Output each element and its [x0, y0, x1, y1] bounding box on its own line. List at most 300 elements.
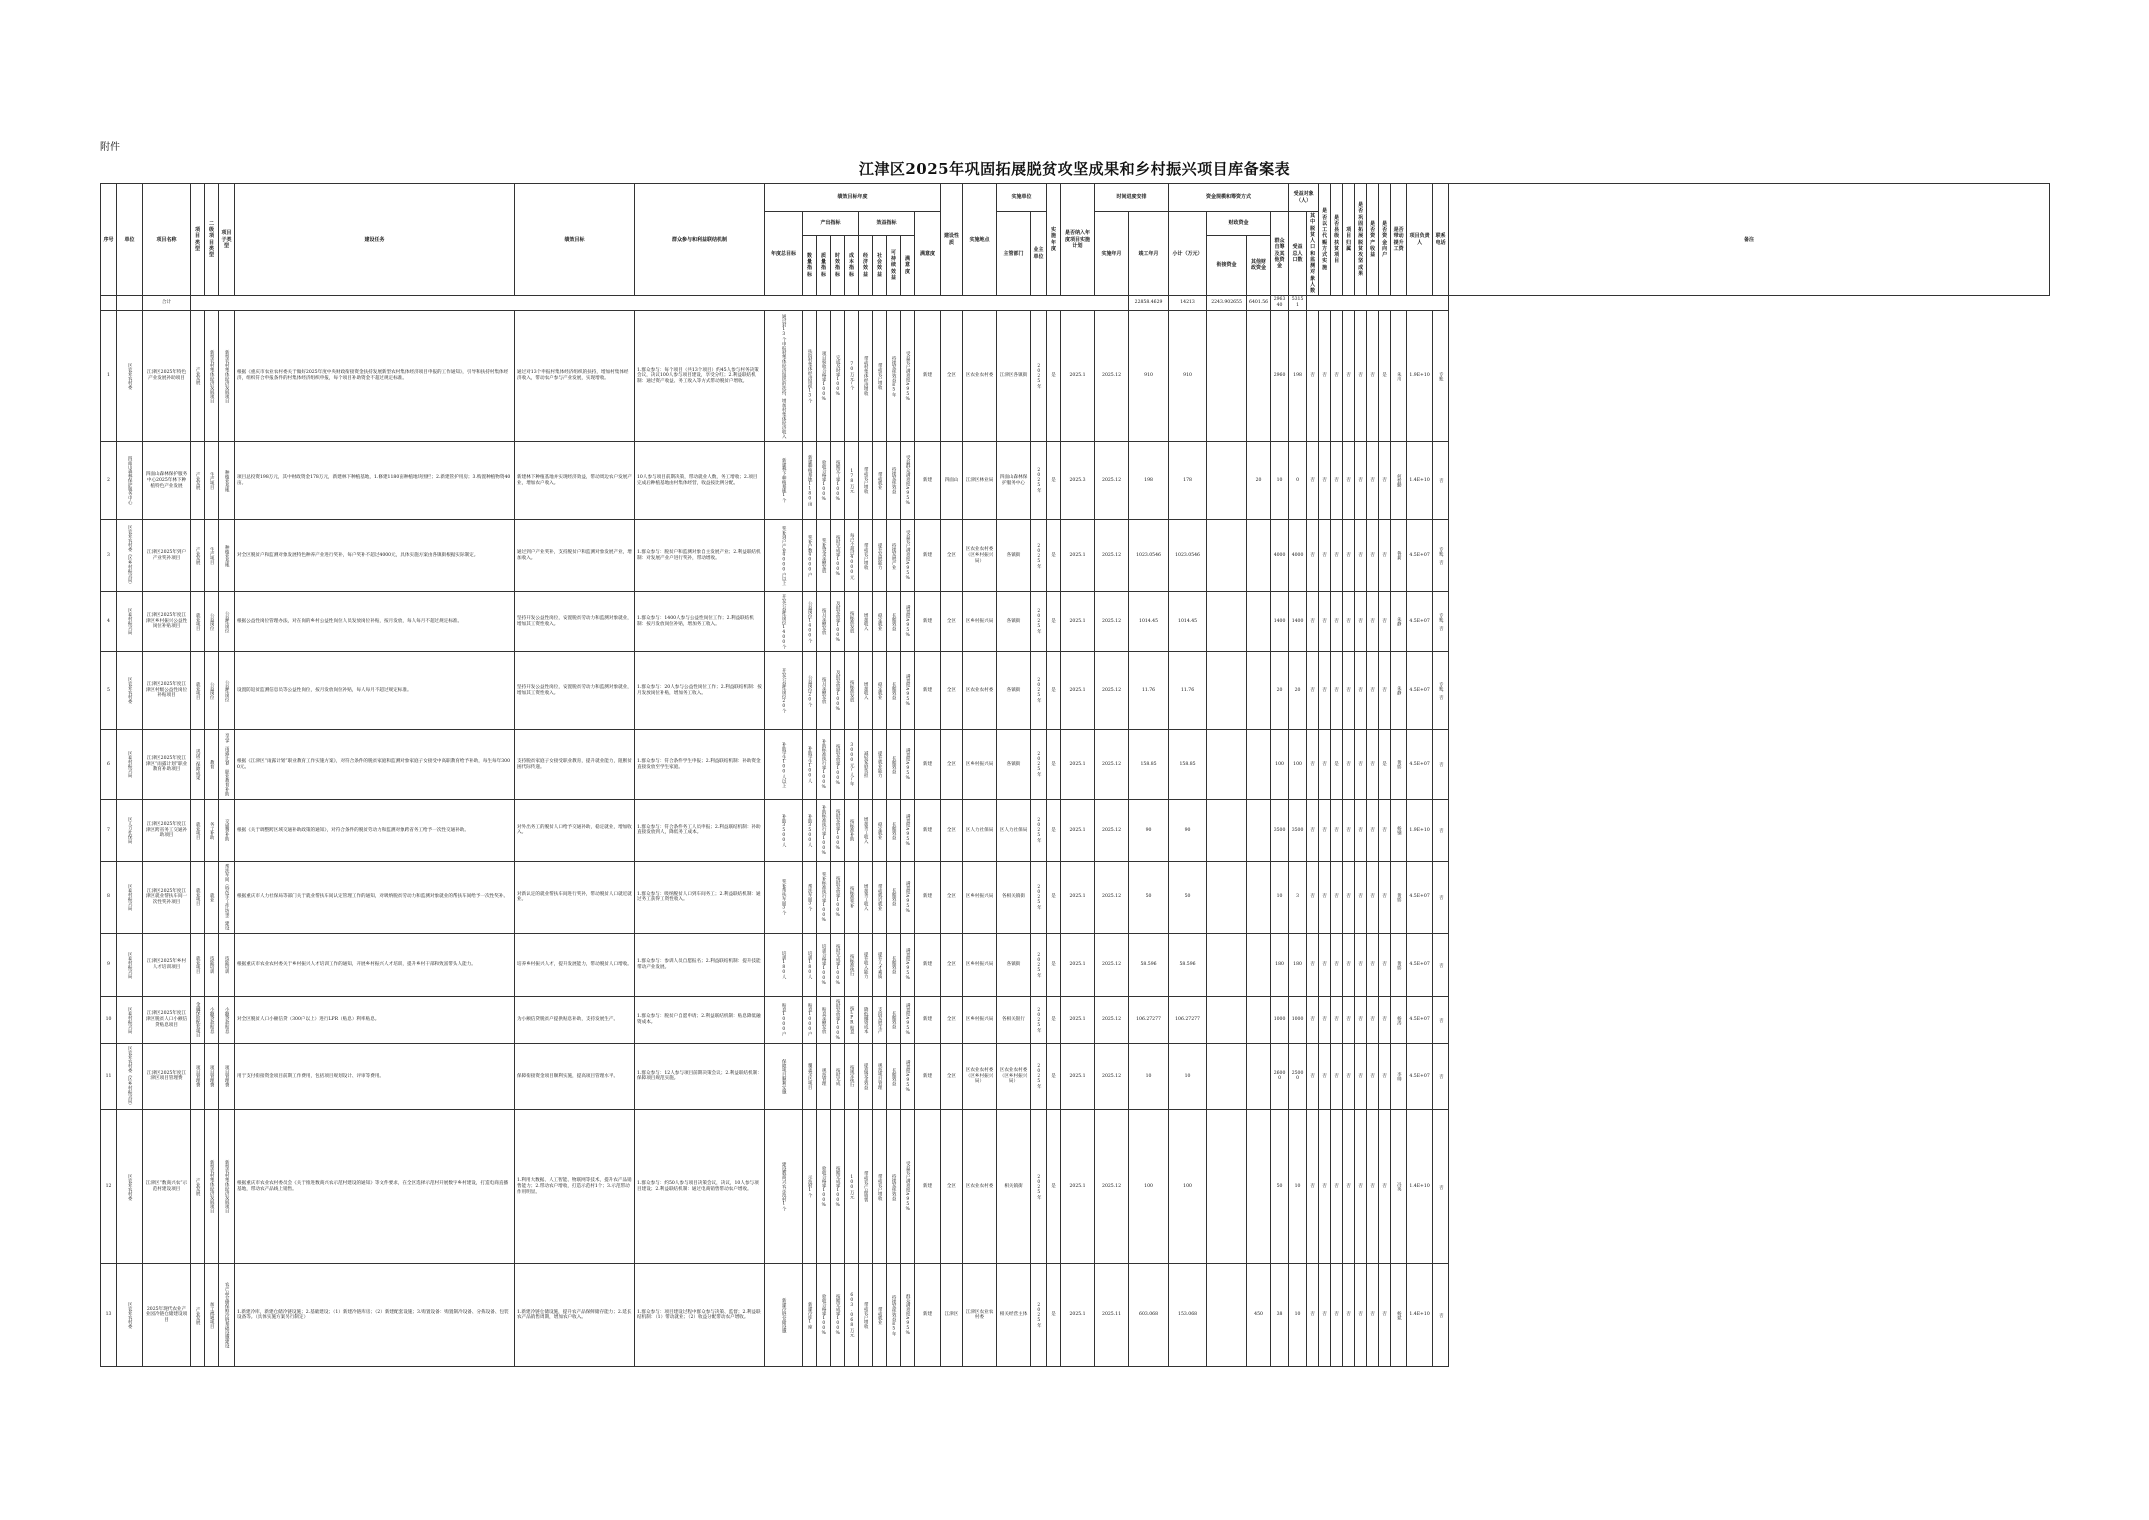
cell-manager: 冯英: [1391, 1110, 1407, 1264]
cell-benefit: 1.群众参与：符合条件学生申报；2.利益联结机制：补助资金直接发放至学生家庭。: [635, 730, 765, 800]
cell-cost: 按LPR贴息: [845, 997, 859, 1043]
cell-phone: 4.5E+07: [1407, 652, 1433, 730]
cell-perf-year: 开发公益性岗位1400个: [765, 592, 803, 652]
cell-owner: 相关镇街: [997, 1110, 1031, 1264]
cell-note: 专账，否: [1433, 520, 1449, 592]
cell-unit: 区农业农村委: [117, 1264, 143, 1367]
cell-benef-total: 26000: [1271, 1043, 1289, 1109]
cell-q1: 否: [1307, 1110, 1319, 1264]
cell-seq: 12: [101, 1110, 117, 1264]
col-owner: 业主单位: [1031, 212, 1047, 296]
cell-satisfaction: 满意度≥95%: [901, 997, 915, 1043]
cell-q1: 否: [1307, 442, 1319, 520]
cell-econ: 增加收入: [859, 652, 873, 730]
cell-owner: 各镇街: [997, 592, 1031, 652]
cell-q3: 否: [1331, 520, 1343, 592]
cell-timeliness: 按时发放率100%: [831, 997, 845, 1043]
cell-q5: 否: [1355, 1110, 1367, 1264]
cell-type1: 产业发展: [191, 442, 205, 520]
col-effect: 效益指标: [859, 212, 915, 236]
cell-timeliness: 按时完成率100%: [831, 520, 845, 592]
cell-unit: 区农业农村委: [117, 652, 143, 730]
cell-q1: 否: [1307, 652, 1319, 730]
cell-end: 2025.12: [1095, 997, 1129, 1043]
col-phone: 联系电话: [1433, 184, 1449, 296]
cell-benefit: 1.群众参与：符合条件务工人员申报；2.利益联结机制：补助直接发放到人，降低务工成本。: [635, 800, 765, 862]
cell-benef-total: 180: [1271, 933, 1289, 997]
cell-type1: 产业发展: [191, 1110, 205, 1264]
cell-nature: 新建: [915, 730, 941, 800]
cell-q5: 否: [1355, 442, 1367, 520]
cell-type2: 就业: [205, 861, 219, 933]
cell-other-fiscal: [1207, 997, 1247, 1043]
cell-q7: 是: [1379, 311, 1391, 442]
cell-other-fiscal: [1207, 933, 1247, 997]
cell-other-fiscal: [1207, 311, 1247, 442]
cell-benefit: 1.群众参与：约50人参与项目决策会议，决议，10人参与项目建设；2.利益联结机制：通过电商销售带动农户增收。: [635, 1110, 765, 1264]
cell-benefit: 1.群众参与：12人参与项目前期决策会议；2.利益联结机制：保障项目规范实施。: [635, 1043, 765, 1109]
cell-phone: 4.5E+07: [1407, 592, 1433, 652]
cell-benef-poor: 3: [1289, 861, 1307, 933]
cell-phone: 1.4E+10: [1407, 1264, 1433, 1367]
cell-subtype: 项目管理费: [219, 1043, 235, 1109]
col-perf-year: 年度总目标: [765, 212, 803, 296]
cell-location: 全区: [941, 652, 963, 730]
cell-sustain: 长期效益: [887, 730, 901, 800]
totals-row: [101, 296, 2050, 311]
col-funds: 资金规模和筹资方式: [1169, 184, 1289, 212]
cell-seq: 10: [101, 997, 117, 1043]
cell-seq: 7: [101, 800, 117, 862]
cell-cost: 按规定执行: [845, 1043, 859, 1109]
table-row: [101, 652, 2050, 730]
cell-location: 全区: [941, 1110, 963, 1264]
cell-q1: 否: [1307, 730, 1319, 800]
cell-benef-total: 1400: [1271, 592, 1289, 652]
cell-quality: 规范管理: [817, 1043, 831, 1109]
cell-q4: 否: [1343, 442, 1355, 520]
col-seq: 序号: [101, 184, 117, 296]
cell-q6: 否: [1367, 442, 1379, 520]
cell-type2: 生产项目: [205, 442, 219, 520]
cell-end: 2025.12: [1095, 1043, 1129, 1109]
cell-benef-poor: 25000: [1289, 1043, 1307, 1109]
cell-q1: 否: [1307, 1264, 1319, 1367]
cell-goal: 通过对13个申报村集体经济组织的扶持，增加村集体经济收入，带动农户参与产业发展，实现增收。: [515, 311, 635, 442]
cell-benef-poor: 3500: [1289, 800, 1307, 862]
cell-benef-poor: 20: [1289, 652, 1307, 730]
cell-satisfaction: 受益群众满意度≥95%: [901, 442, 915, 520]
cell-seq: 3: [101, 520, 117, 592]
cell-subtype: 帮扶车间（特色手工作坊等）建设: [219, 861, 235, 933]
cell-cost: 按标准发放: [845, 652, 859, 730]
table-row: [101, 592, 2050, 652]
cell-in-plan: 是: [1047, 1110, 1061, 1264]
cell-subtype: 公益性岗位: [219, 592, 235, 652]
cell-self: 450: [1247, 1264, 1271, 1367]
cell-perf-year: 奖补到户产业4000户以上: [765, 520, 803, 592]
col-cost: 成本指标: [845, 235, 859, 296]
cell-fiscal-sub: 910: [1169, 311, 1207, 442]
cell-unit: 区乡村振兴局: [117, 592, 143, 652]
cell-goal: 坚持开发公益性岗位，安置脱贫劳动力和监测对象就业，增加其工资性收入。: [515, 652, 635, 730]
cell-end: 2025.12: [1095, 730, 1129, 800]
col-benef-total: 受益总人口数: [1289, 212, 1307, 296]
cell-end: 2025.12: [1095, 442, 1129, 520]
cell-subtotal: 50: [1129, 861, 1169, 933]
cell-subtotal: 1014.45: [1129, 592, 1169, 652]
cell-task: 根据公益性岗位管理办法，对在岗的乡村公益性岗位人员发放岗位补贴，按月发放，每人每月不超过规定标准。: [235, 592, 515, 652]
cell-q1: 否: [1307, 861, 1319, 933]
col-dept: 主管部门: [997, 212, 1031, 296]
table-row: [101, 520, 2050, 592]
cell-q4: 否: [1343, 861, 1355, 933]
cell-location: 全区: [941, 997, 963, 1043]
cell-perf-year: 贴息1000户: [765, 997, 803, 1043]
cell-seq: 2: [101, 442, 117, 520]
cell-name: 江津区2025年度江津区村级公益性岗位补贴项目: [143, 652, 191, 730]
cell-fiscal-sub: 10: [1169, 1043, 1207, 1109]
cell-name: 江津区2025年乡村人才培训项目: [143, 933, 191, 997]
totals-subtotal: 22858.4629: [1129, 296, 1169, 311]
cell-q5: 否: [1355, 311, 1367, 442]
cell-q4: 否: [1343, 933, 1355, 997]
cell-phone: 1.9E+10: [1407, 800, 1433, 862]
cell-subtype: 农产品仓储保鲜冷链基础设施建设: [219, 1264, 235, 1367]
cell-subtotal: 106.27277: [1129, 997, 1169, 1043]
cell-social: 带动就近就业: [873, 861, 887, 933]
cell-goal: 对新认定的就业帮扶车间进行奖补，带动脱贫人口就近就业。: [515, 861, 635, 933]
cell-dept: 区农业农村委（区乡村振兴局）: [963, 520, 997, 592]
cell-perf-year: 建设数商兴农示范村1个: [765, 1110, 803, 1264]
cell-self: [1247, 520, 1271, 592]
cell-q6: 否: [1367, 652, 1379, 730]
col-in-plan: 是否纳入年度项目实施计划: [1061, 184, 1095, 296]
cell-benefit: 1.群众参与：脱贫户和监测对象自主发展产业；2.利益联结机制：对发展产业户进行奖补，带动增收。: [635, 520, 765, 592]
cell-owner: 各镇街: [997, 520, 1031, 592]
cell-social: 带动就业: [873, 442, 887, 520]
cell-unit: 区乡村振兴局: [117, 997, 143, 1043]
cell-q4: 否: [1343, 1110, 1355, 1264]
cell-perf-year: 通过对13个申报村集体经济组织的扶持，增加村集体经济收入: [765, 311, 803, 442]
cell-q2: 否: [1319, 520, 1331, 592]
cell-end: 2025.12: [1095, 311, 1129, 442]
cell-social: 稳定就业: [873, 652, 887, 730]
cell-other-fiscal: [1207, 442, 1247, 520]
cell-start: 2025.1: [1061, 730, 1095, 800]
totals-blank: [191, 296, 1129, 311]
cell-year: 2025年: [1031, 800, 1047, 862]
cell-location: 四面山: [941, 442, 963, 520]
cell-quality: 补助标准执行率100%: [817, 800, 831, 862]
cell-perf-year: 补助3500人: [765, 800, 803, 862]
cell-note: 否: [1433, 1110, 1449, 1264]
cell-satisfaction: 满意度≥95%: [901, 1043, 915, 1109]
cell-q3: 否: [1331, 311, 1343, 442]
col-q1: 是否以工代赈方式实施: [1319, 184, 1331, 296]
col-end: 竣工年月: [1129, 212, 1169, 296]
cell-other-fiscal: [1207, 861, 1247, 933]
cell-in-plan: 是: [1047, 933, 1061, 997]
cell-q6: 否: [1367, 861, 1379, 933]
cell-cost: 100万元: [845, 1110, 859, 1264]
cell-year: 2025年: [1031, 730, 1047, 800]
cell-fiscal-sub: 1023.0546: [1169, 520, 1207, 592]
cell-q1: 否: [1307, 592, 1319, 652]
cell-self: 20: [1247, 442, 1271, 520]
cell-cost: 按标准奖补: [845, 861, 859, 933]
cell-task: 对全区脱贫人口小额信贷（300户以上）进行LPR（贴息）利率贴息。: [235, 997, 515, 1043]
col-q7: 是否带动提升工资: [1391, 184, 1407, 296]
cell-cost: 按标准补助: [845, 800, 859, 862]
cell-type2: 教育: [205, 730, 219, 800]
cell-dept: 江津区农业农村委: [963, 1264, 997, 1367]
cell-q6: 否: [1367, 933, 1379, 997]
col-q3: 项目归属: [1343, 184, 1355, 296]
col-start: 实施年月: [1095, 212, 1129, 296]
cell-q7: 否: [1379, 652, 1391, 730]
cell-benef-total: 38: [1271, 1264, 1289, 1367]
cell-timeliness: 按期完成率100%: [831, 1264, 845, 1367]
cell-dept: 区农业农村委: [963, 652, 997, 730]
cell-in-plan: 是: [1047, 520, 1061, 592]
table-row: [101, 997, 2050, 1043]
cell-satisfaction: 受益农户满意度≥95%: [901, 520, 915, 592]
cell-type2: 新型农村集体经济发展项目: [205, 311, 219, 442]
cell-phone: 4.5E+07: [1407, 861, 1433, 933]
cell-satisfaction: 满意度≥95%: [901, 652, 915, 730]
cell-end: 2025.12: [1095, 520, 1129, 592]
cell-in-plan: 是: [1047, 652, 1061, 730]
cell-manager: 黄娇: [1391, 933, 1407, 997]
cell-location: 全区: [941, 520, 963, 592]
cell-owner: 各镇街: [997, 933, 1031, 997]
cell-other-fiscal: [1207, 800, 1247, 862]
cell-satisfaction: 满意度≥95%: [901, 933, 915, 997]
cell-start: 2025.1: [1061, 520, 1095, 592]
cell-q3: 否: [1331, 1264, 1343, 1367]
cell-unit: 区人力社保局: [117, 800, 143, 862]
cell-note: 否: [1433, 442, 1449, 520]
cell-other-fiscal: [1207, 1110, 1247, 1264]
cell-q2: 否: [1319, 592, 1331, 652]
cell-q3: 否: [1331, 997, 1343, 1043]
cell-year: 2025年: [1031, 311, 1047, 442]
cell-benefit: 1.群众参与：脱贫户自愿申请；2.利益联结机制：贴息降低融资成本。: [635, 997, 765, 1043]
cell-q6: 否: [1367, 520, 1379, 592]
cell-perf-year: 新建冷链仓储设施: [765, 1264, 803, 1367]
cell-manager: 鲁莉: [1391, 520, 1407, 592]
cell-quality: 项目验收合格率100%: [817, 311, 831, 442]
col-nature: 建设性质: [941, 184, 963, 296]
cell-type1: 金融保险配套项目: [191, 997, 205, 1043]
cell-self: [1247, 1110, 1271, 1264]
col-output: 产出指标: [803, 212, 859, 236]
cell-q6: 否: [1367, 592, 1379, 652]
cell-nature: 新建: [915, 442, 941, 520]
cell-sustain: 长期效益: [887, 933, 901, 997]
cell-subtotal: 58.596: [1129, 933, 1169, 997]
cell-quality: 按月足额发放: [817, 652, 831, 730]
cell-subtotal: 603.068: [1129, 1264, 1169, 1367]
cell-econ: 降低融资成本: [859, 997, 873, 1043]
cell-nature: 新建: [915, 997, 941, 1043]
cell-q5: 否: [1355, 1264, 1367, 1367]
cell-benef-total: 10: [1271, 442, 1289, 520]
totals-fiscal-sub: 14213: [1169, 296, 1207, 311]
cell-q3: 否: [1331, 652, 1343, 730]
cell-sustain: 持续发挥效益: [887, 1110, 901, 1264]
cell-phone: 1.4E+10: [1407, 442, 1433, 520]
cell-owner: 各镇街: [997, 730, 1031, 800]
cell-end: 2025.12: [1095, 592, 1129, 652]
cell-benef-poor: 10: [1289, 1110, 1307, 1264]
col-subtotal: 小计（万元）: [1169, 212, 1207, 296]
cell-year: 2025年: [1031, 1110, 1047, 1264]
cell-goal: 保障衔接资金项目顺利实施，提高项目管理水平。: [515, 1043, 635, 1109]
cell-type1: 产业发展: [191, 1264, 205, 1367]
cell-type2: 技能培训: [205, 933, 219, 997]
cell-fiscal-sub: 11.76: [1169, 652, 1207, 730]
cell-fiscal-sub: 100: [1169, 1110, 1207, 1264]
cell-q5: 否: [1355, 933, 1367, 997]
cell-location: 江津区: [941, 1264, 963, 1367]
table-row: [101, 933, 2050, 997]
col-timeliness: 时效指标: [831, 235, 845, 296]
cell-in-plan: 是: [1047, 730, 1061, 800]
cell-year: 2025年: [1031, 520, 1047, 592]
cell-q7: 否: [1379, 442, 1391, 520]
cell-sustain: 长期效益: [887, 1043, 901, 1109]
cell-task: 根据《重庆市农业农村委关于做好2025年度中央财政衔接资金扶持发展新型农村集体经济项目申报的工作通知》，引导和扶持村集体经济，组织符合申报条件的村集体经济组织申报，每个项目补助资金不超过规定标准。: [235, 311, 515, 442]
cell-sustain: 长期效益: [887, 997, 901, 1043]
cell-nature: 新建: [915, 1110, 941, 1264]
cell-q7: 否: [1379, 800, 1391, 862]
cell-nature: 新建: [915, 933, 941, 997]
cell-fiscal-sub: 58.596: [1169, 933, 1207, 997]
cell-name: 江津区“数商兴农”示范村建设项目: [143, 1110, 191, 1264]
cell-type1: 就业项目: [191, 861, 205, 933]
cell-benefit: 10人参与项目前期决策，带动就业人数，务工增收；2.项目完成后种植基地由村集体经营，收益按比例分配。: [635, 442, 765, 520]
cell-social: 带动农户增收: [873, 311, 887, 442]
cell-dept: 区乡村振兴局: [963, 592, 997, 652]
cell-q5: 否: [1355, 997, 1367, 1043]
cell-cost: 603.068万元: [845, 1264, 859, 1367]
cell-q6: 否: [1367, 997, 1379, 1043]
cell-start: 2025.1: [1061, 1110, 1095, 1264]
cell-econ: 带动农户增收: [859, 520, 873, 592]
cell-nature: 新建: [915, 861, 941, 933]
table-row: [101, 442, 2050, 520]
cell-start: 2025.1: [1061, 1043, 1095, 1109]
cell-satisfaction: 受益农户满意度≥95%: [901, 1110, 915, 1264]
cell-goal: 1.新建冷链仓储设施，提升农产品保鲜储存能力；2.延长农产品销售周期，增加农户收入。: [515, 1264, 635, 1367]
cell-q4: 否: [1343, 652, 1355, 730]
cell-name: 江津区2025年度江津区跨省务工交通补助项目: [143, 800, 191, 862]
table-row: [101, 730, 2050, 800]
cell-goal: 对外出务工的脱贫人口给予交通补助，稳定就业，增加收入。: [515, 800, 635, 862]
cell-cost: 178万元: [845, 442, 859, 520]
cell-task: 对全区脱贫户和监测对象发展特色种养产业进行奖补，每户奖补不超过4000元，具体实施方案由各镇街根据实际制定。: [235, 520, 515, 592]
cell-q4: 否: [1343, 997, 1355, 1043]
cell-social: 支持发展生产: [873, 997, 887, 1043]
cell-q7: 否: [1379, 933, 1391, 997]
cell-self: [1247, 592, 1271, 652]
col-q2: 是否县级扶贫项目: [1331, 184, 1343, 296]
cell-phone: 4.5E+07: [1407, 997, 1433, 1043]
cell-quality: 验收合格率100%: [817, 1264, 831, 1367]
cell-start: 2025.1: [1061, 592, 1095, 652]
cell-sustain: 持续发挥效益: [887, 442, 901, 520]
cell-note: 否: [1433, 1043, 1449, 1109]
table-row: [101, 1110, 2050, 1264]
cell-note: 否: [1433, 730, 1449, 800]
cell-satisfaction: 满意度≥95%: [901, 800, 915, 862]
cell-q7: 否: [1379, 861, 1391, 933]
cell-quality: 培训合格率100%: [817, 933, 831, 997]
cell-subtotal: 1023.0546: [1129, 520, 1169, 592]
cell-year: 2025年: [1031, 1264, 1047, 1367]
cell-quantity: 奖补户数4000户: [803, 520, 817, 592]
cell-quantity: 新建冷库1座: [803, 1264, 817, 1367]
cell-quality: 验收合格率100%: [817, 442, 831, 520]
cell-quality: 补助标准执行率100%: [817, 730, 831, 800]
cell-benefit: 1.群众参与：参训人员自愿报名；2.利益联结机制：提升技能带动产业发展。: [635, 933, 765, 997]
cell-unit: 区乡村振兴局: [117, 933, 143, 997]
cell-quantity: 补助学生100人: [803, 730, 817, 800]
cell-manager: 杨涛: [1391, 997, 1407, 1043]
cell-benef-poor: 1400: [1289, 592, 1307, 652]
cell-perf-year: 新建林下种植基地1个: [765, 442, 803, 520]
cell-unit: 区农业农村委（区乡村振兴局）: [117, 1043, 143, 1109]
cell-q4: 否: [1343, 1264, 1355, 1367]
cell-type1: 就业项目: [191, 800, 205, 862]
cell-dept: 区农业农村委: [963, 1110, 997, 1264]
cell-benef-total: 100: [1271, 730, 1289, 800]
cell-subtype: 种植业基地: [219, 520, 235, 592]
cell-econ: 带动农产品销售: [859, 1110, 873, 1264]
cell-type1: 巩固三保障成果: [191, 730, 205, 800]
cell-benef-total: 10: [1271, 861, 1289, 933]
cell-owner: 各镇街: [997, 652, 1031, 730]
cell-subtotal: 100: [1129, 1110, 1169, 1264]
cell-manager: 黄娇: [1391, 861, 1407, 933]
cell-benef-poor: 198: [1289, 311, 1307, 442]
cell-end: 2025.11: [1095, 1264, 1129, 1367]
cell-start: 2025.1: [1061, 997, 1095, 1043]
cell-task: 根据《关于调整跨区域交通补助政策的通知》，对符合条件的脱贫劳动力和监测对象跨省务工给予一次性交通补助。: [235, 800, 515, 862]
cell-type2: 加工流通项目: [205, 1264, 219, 1367]
table-row: [101, 861, 2050, 933]
cell-in-plan: 是: [1047, 592, 1061, 652]
cell-name: 江津区2025年度江津区项目管理费: [143, 1043, 191, 1109]
cell-benefit: 1.群众参与：20人参与公益性岗位工作；2.利益联结机制：按月发放岗位补贴，增加务工收入。: [635, 652, 765, 730]
cell-type1: 就业项目: [191, 592, 205, 652]
cell-dept: 区乡村振兴局: [963, 730, 997, 800]
cell-unit: 区农业农村委: [117, 1110, 143, 1264]
cell-quality: 奖补标准执行率100%: [817, 861, 831, 933]
col-beneficiaries: 受益对象（人）: [1289, 184, 1319, 212]
cell-other-fiscal: [1207, 520, 1247, 592]
cell-other-fiscal: [1207, 652, 1247, 730]
cell-q5: 否: [1355, 861, 1367, 933]
cell-dept: 江津区林业局: [963, 442, 997, 520]
cell-benefit: 1.群众参与：吸纳脱贫人口到车间务工；2.利益联结机制：通过务工获得工资性收入。: [635, 861, 765, 933]
cell-in-plan: 是: [1047, 861, 1061, 933]
cell-dept: 区乡村振兴局: [963, 861, 997, 933]
cell-q2: 否: [1319, 652, 1331, 730]
cell-goal: 通过到户产业奖补，支持脱贫户和监测对象发展产业，增加收入。: [515, 520, 635, 592]
